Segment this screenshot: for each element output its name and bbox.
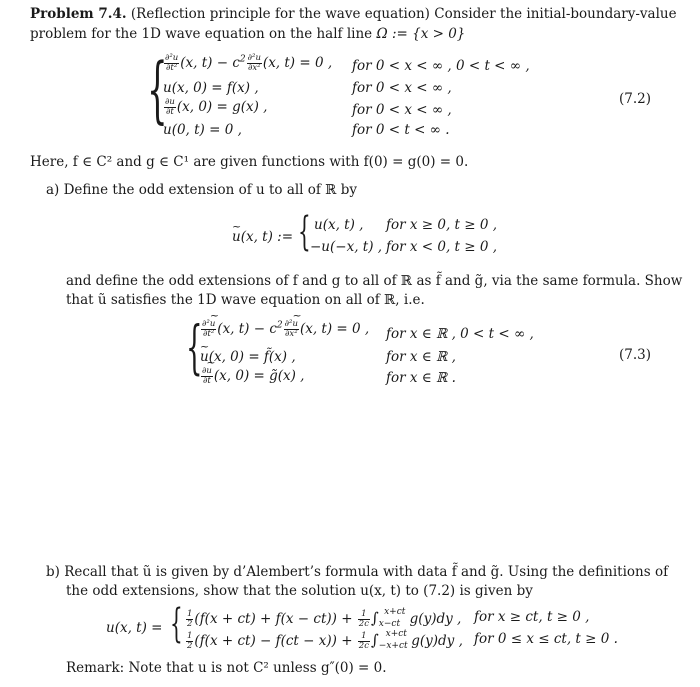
system72-row4-cond: for 0 < t < ∞ . xyxy=(352,122,450,138)
dalembert-row2-cond: for 0 ≤ x ≤ ct, t ≥ 0 . xyxy=(474,631,618,647)
problem-intro-line2: problem for the 1D wave equation on the half line Ω := {x > 0} xyxy=(30,26,466,42)
odd-extension-lhs: ~ u(x, t) := xyxy=(232,229,293,245)
system73-brace: { xyxy=(186,313,203,381)
odd-extension-row1: u(x, t) , xyxy=(314,217,364,233)
part-b-line1: b) Recall that ũ is given by d’Alembert’s formula with data f̃ and g̃. Using the definitions of xyxy=(46,564,669,580)
here-line: Here, f ∈ C² and g ∈ C¹ are given functions with f(0) = g(0) = 0. xyxy=(30,154,469,170)
system73-row1-cond: for x ∈ ℝ , 0 < t < ∞ , xyxy=(386,326,534,342)
odd-extension-brace: { xyxy=(298,209,311,255)
system73-row3: $\frac{\partial\sim u}{\partial t}$ (x, 0) = g̃(x) , xyxy=(200,367,304,386)
part-a-line1: a) Define the odd extension of u to all of ℝ by xyxy=(46,182,357,198)
part-a-line2: and define the odd extensions of f and g to all of ℝ as f̃ and g̃, via the same formula. Show xyxy=(66,273,683,289)
system72-row3-cond: for 0 < x < ∞ , xyxy=(352,102,452,118)
odd-extension-row1-cond: for x ≥ 0, t ≥ 0 , xyxy=(386,217,498,233)
system73-row3-cond: for x ∈ ℝ . xyxy=(386,370,456,386)
problem-intro-line1 xyxy=(30,6,677,22)
part-a-line3: that ũ satisfies the 1D wave equation on all of ℝ, i.e. xyxy=(66,292,425,308)
odd-extension-row2-cond: for x < 0, t ≥ 0 , xyxy=(386,239,498,255)
system72-brace: { xyxy=(147,47,168,131)
dalembert-row1: $\frac{1}{2}$ (f(x + ct) + f(x − ct)) + $\frac{1}{2c}$ $\int_{x-ct}^{x+ct}$ g(y)dy , xyxy=(187,607,462,629)
dalembert-lhs: u(x, t) = xyxy=(106,620,163,636)
equation-tag-7-3: (7.3) xyxy=(619,347,652,363)
part-b-line2: the odd extensions, show that the solution u(x, t) to (7.2) is given by xyxy=(66,583,533,599)
domain-def: Ω := {x > 0} xyxy=(376,26,466,42)
system72-row1-cond: for 0 < x < ∞ , 0 < t < ∞ , xyxy=(352,58,530,74)
system73-row2: ~ u(x, 0) = f̃(x) , xyxy=(200,349,296,365)
system73-row2-cond: for x ∈ ℝ , xyxy=(386,349,456,365)
system73-row1: $\frac{\text{∂²\textasciitilde{} u}}{\text{∂t²}}$ (x, $t) - c^2$ $\frac{\text{∂²\textasciitilde{} u}}{\text{∂x²}}$ (x, t) = 0 , xyxy=(200,320,369,339)
system72-row3: $\frac{\partial u}{\partial t}$ (x, 0) = g(x) , xyxy=(165,97,268,117)
problem-intro-text: (Reflection principle for the wave equation) Consider the initial-boundary-value xyxy=(130,6,677,22)
system72-row1: $\frac{\text{∂²u}}{\text{∂t²}}$ (x, $t) - c^2$ $\frac{\text{∂²u}}{\text{∂x²}}$ (x, t) = 0 , xyxy=(165,53,333,73)
problem-title: Problem 7.4. xyxy=(30,6,127,22)
odd-extension-row2: −u(−x, t) , xyxy=(310,239,383,255)
dalembert-row1-cond: for x ≥ ct, t ≥ 0 , xyxy=(474,609,590,625)
system72-row4: u(0, t) = 0 , xyxy=(163,122,242,138)
equation-tag-7-2: (7.2) xyxy=(619,91,652,107)
remark: Remark: Note that u is not C² unless g″(0) = 0. xyxy=(66,660,387,676)
system72-row2-cond: for 0 < x < ∞ , xyxy=(352,80,452,96)
dalembert-brace: { xyxy=(170,601,183,647)
system72-row2: u(x, 0) = f(x) , xyxy=(163,80,259,96)
dalembert-row2: $\frac{1}{2}$ (f(x + ct) − f(ct − x)) + $\frac{1}{2c}$ $\int_{-x+ct}^{x+ct}$ g(y)dy , xyxy=(187,629,463,651)
